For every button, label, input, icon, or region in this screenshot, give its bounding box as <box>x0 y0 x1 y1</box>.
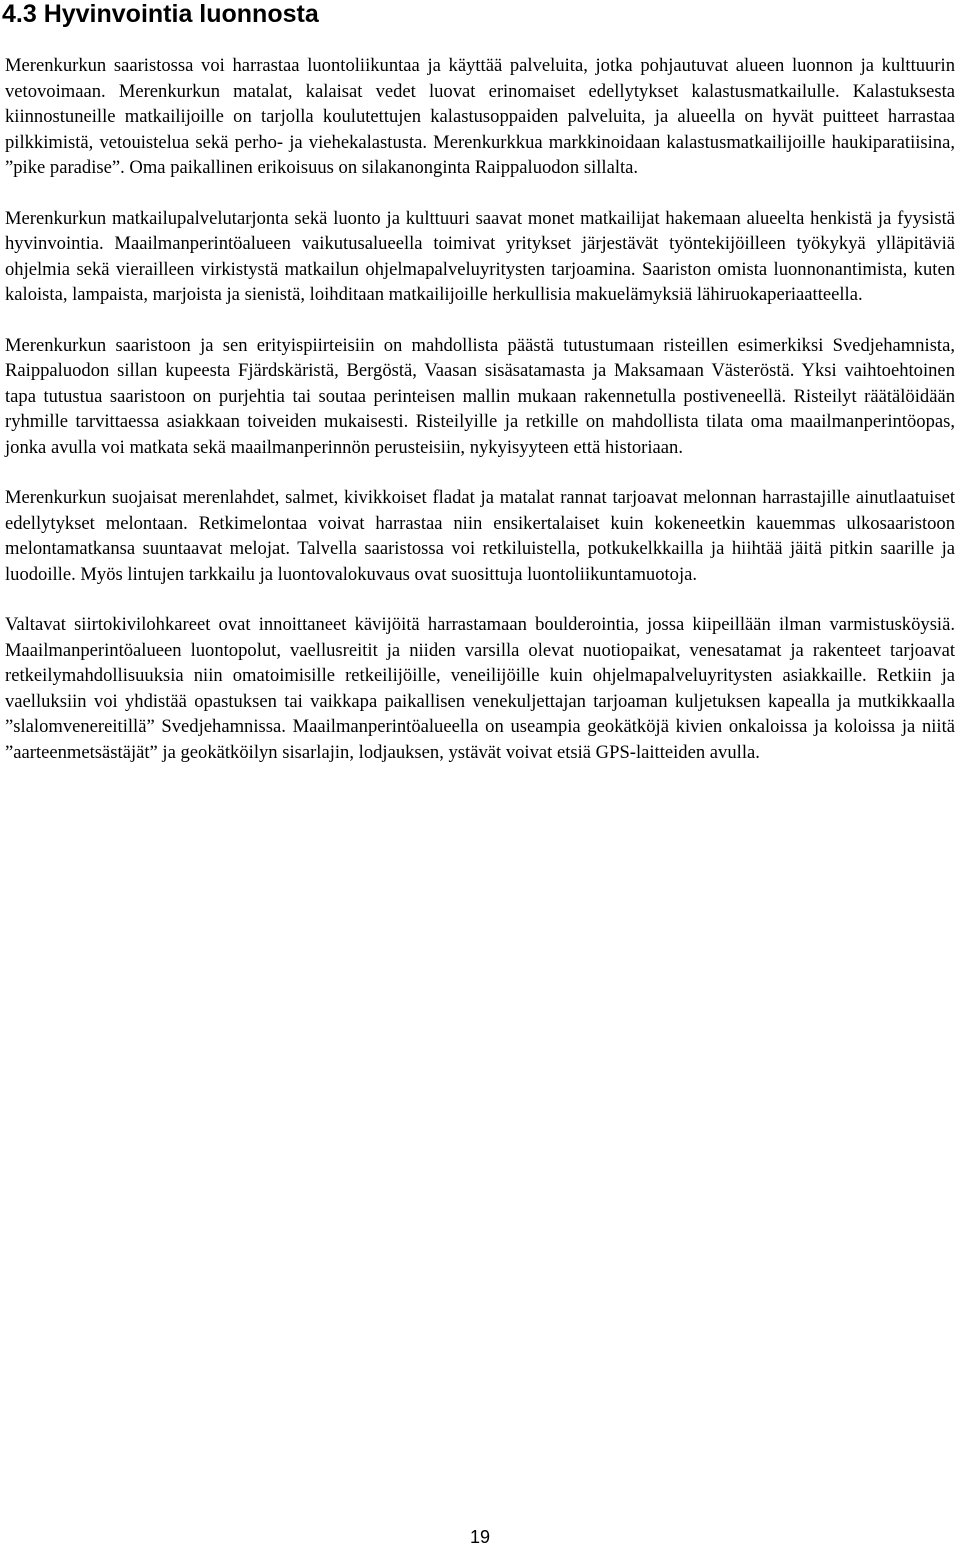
paragraph-fishing: Merenkurkun saaristossa voi harrastaa luontoliikuntaa ja käyttää palveluita, jotka pohjautuvat alueen luonnon ja kulttuurin vetovoimaan. Merenkurkun matalat, kalaisat vedet luovat erinomaiset edellytykset kalastusmatkailulle. Kalastuksesta kiinnostuneille matkailijoille on tarjolla koulutettujen kalastusoppaiden palveluita, ja alueella on hyvät puitteet harrastaa pilkkimistä, vetouistelua sekä perho- ja viehekalastusta. Merenkurkkua markkinoidaan kalastusmatkailijoille haukiparatiisina, ”pike paradise”. Oma paikallinen erikoisuus on silakanonginta Raippaluodon sillalta. <box>5 55 955 178</box>
paragraph-cruises: Merenkurkun saaristoon ja sen erityispiirteisiin on mahdollista päästä tutustumaan risteillen esimerkiksi Svedjehamnista, Raippaluodon sillan kupeesta Fjärdskäristä, Bergöstä, Vaasan sisäsatamasta ja Maksamaan Västeröstä. Yksi vaihtoehtoinen tapa tutustua saaristoon on purjehtia tai soutaa perinteisen mallin mukaan rakennetulla postiveneellä. Risteilyt räätälöidään ryhmille tarvittaessa asiakkaan toiveiden mukaisesti. Risteilyille ja retkille on mahdollista tilata oma maailmanperintöopas, jonka avulla voi matkata sekä maailmanperinnön perusteisiin, nykyisyyteen että historiaan. <box>5 334 955 458</box>
paragraph-canoeing: Merenkurkun suojaisat merenlahdet, salmet, kivikkoiset fladat ja matalat rannat tarjoavat melonnan harrastajille ainutlaatuiset edellytykset melontaan. Retkimelontaa voivat harrastaa niin ensikertalaiset kuin kokeneetkin kauemmas ulkosaaristoon melontamatkansa suuntaavat melojat. Talvella saaristossa voi retkiluistella, potkukelkkailla ja hiihtää jäitä pitkin saarille ja luodoille. Myös lintujen tarkkailu ja luontovalokuvaus ovat suosittuja luontoliikuntamuotoja. <box>5 487 955 585</box>
page-number: 19 <box>469 1527 491 1547</box>
body-text <box>5 53 955 790</box>
paragraph-bouldering: Valtavat siirtokivilohkareet ovat innoittaneet kävijöitä harrastamaan boulderointia, jossa kiipeillään ilman varmistusköysiä. Maailmanperintöalueen luontopolut, vaellusreitit ja niiden varsilla olevat nuotiopaikat, venesatamat ja rakenteet tarjoavat retkeilymahdollisuuksia niin omatoimisille retkeilijöille, veneilijöille kuin ohjelmapalveluyritysten asiakkaille. Retkiin ja vaelluksiin voi yhdistää opastuksen tai vaikkapa paikallisen venekuljettajan tarjoaman kuljetuksen kapealla ja mutkikkaalla ”slalomvenereitillä” Svedjehamnissa. Maailmanperintöalueella on useampia geokätköjä kivien onkaloissa ja koloissa ja niitä ”aarteenmetsästäjät” ja geokätköilyn sisarlajin, lodjauksen, ystävät voivat etsiä GPS-laitteiden avulla. <box>5 614 955 763</box>
section-heading: 4.3 Hyvinvointia luonnosta <box>2 0 319 28</box>
paragraph-wellbeing: Merenkurkun matkailupalvelutarjonta sekä luonto ja kulttuuri saavat monet matkailijat hakemaan alueelta henkistä ja fyysistä hyvinvointia. Maailmanperintöalueen vaikutusalueella toimivat yritykset järjestävät työntekijöilleen työkykyä ylläpitäviä ohjelmia sekä vierailleen virkistystä matkailun ohjelmapalveluyritysten tarjoamina. Saariston omista luonnonantimista, kuten kaloista, lampaista, marjoista ja sienistä, loihditaan matkailijoille herkullisia makuelämyksiä lähiruokaperiaatteella. <box>5 207 955 305</box>
